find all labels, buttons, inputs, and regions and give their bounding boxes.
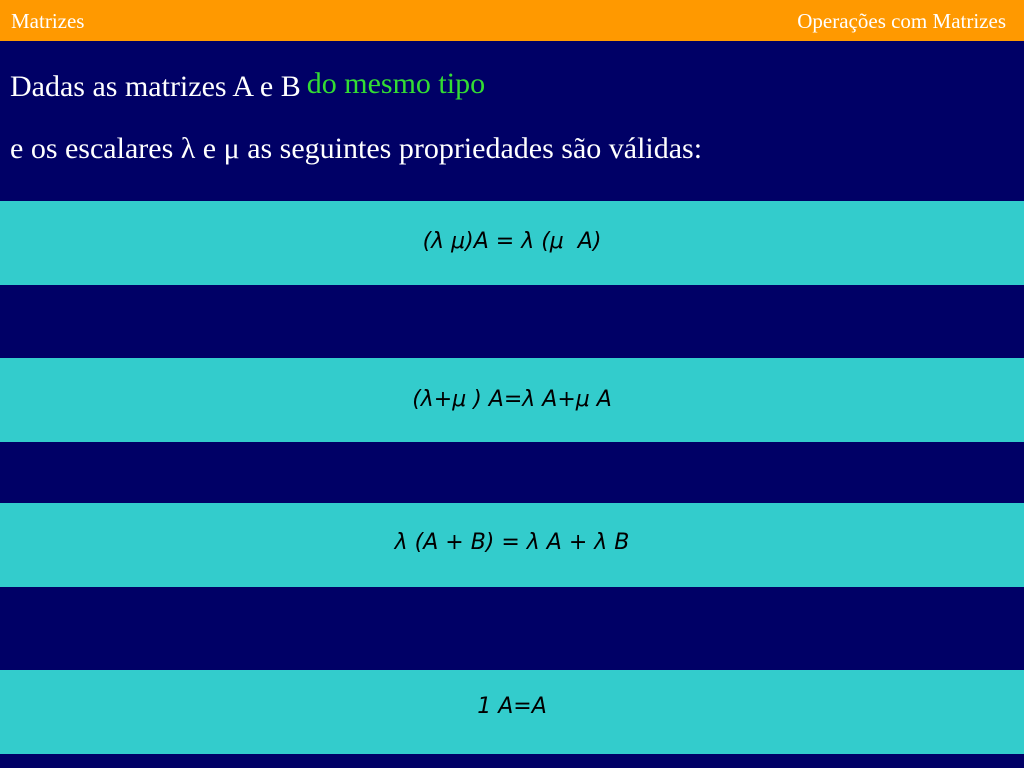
header-left-title: Matrizes — [11, 9, 85, 33]
property-formula-4: 1 A=A — [477, 694, 547, 719]
slide-header — [0, 0, 1024, 41]
header-right-title: Operações com Matrizes — [797, 9, 1006, 33]
intro-line-2: e os escalares λ e μ as seguintes propriedades são válidas: — [10, 132, 703, 165]
intro-highlight-text: do mesmo tipo — [306, 67, 486, 100]
intro-line-1-text: Dadas as matrizes A e B — [10, 70, 301, 103]
intro-line-1 — [10, 67, 486, 104]
property-formula-1: (λ μ)A = λ (μ A) — [422, 229, 602, 254]
property-formula-2: (λ+μ ) A=λ A+μ A — [412, 387, 612, 412]
property-formula-3: λ (A + B) = λ A + λ B — [394, 530, 630, 555]
